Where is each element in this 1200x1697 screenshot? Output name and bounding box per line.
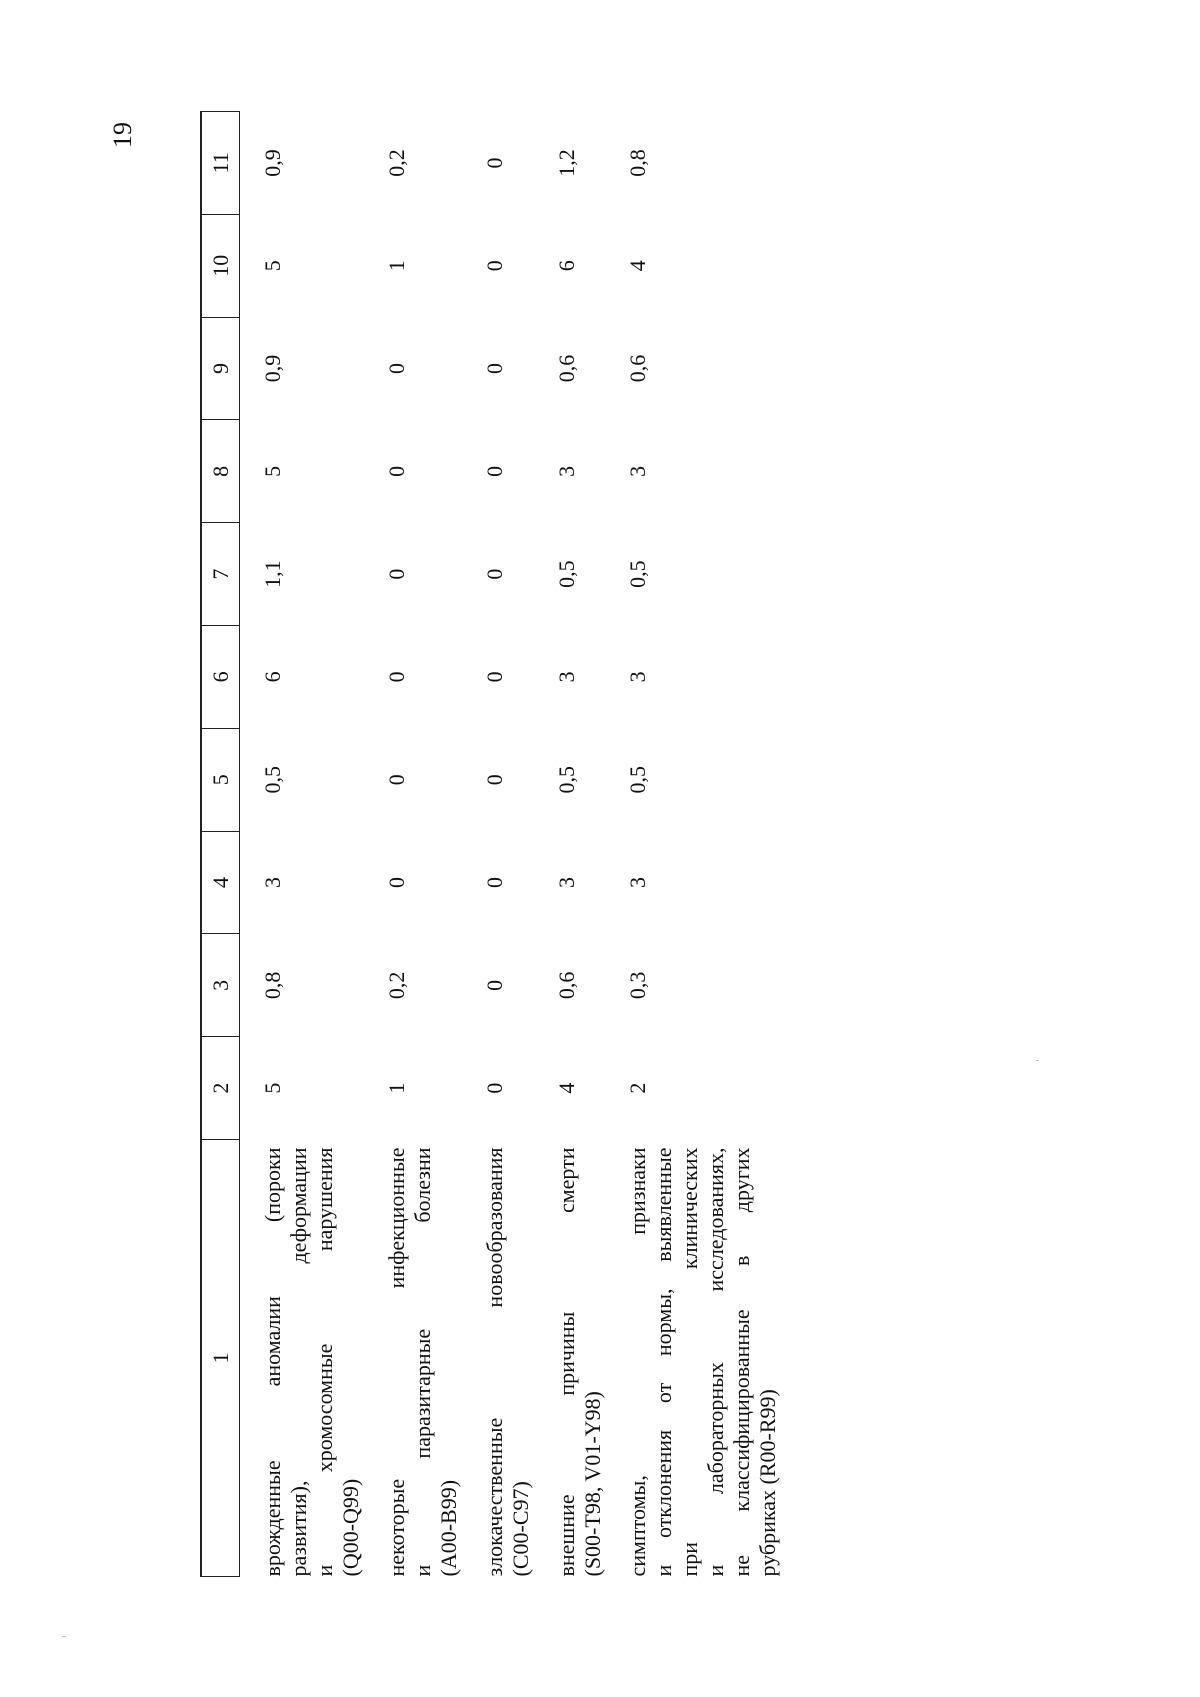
table-cell: 3	[625, 671, 651, 683]
row-label	[364, 1140, 462, 1577]
table-cell: 0	[481, 157, 507, 169]
table-cell: 3	[553, 671, 579, 683]
label-line: (C00-C97)	[507, 1481, 533, 1577]
table-row	[364, 112, 462, 1577]
label-line: (Q00-Q99)	[337, 1478, 363, 1577]
table-cell: 0,5	[553, 765, 579, 794]
column-header: 9	[201, 317, 240, 420]
table-cell: 0	[383, 877, 409, 889]
table-cell: 2	[625, 1082, 651, 1094]
label-line: некоторые инфекционные	[383, 1147, 409, 1577]
scan-speck	[62, 1636, 66, 1637]
table-cell: 6	[553, 260, 579, 272]
column-header: 8	[201, 420, 240, 523]
row-label	[240, 1140, 364, 1577]
table-cell: 0,3	[625, 971, 651, 1000]
label-line: (S00-T98, V01-Y98)	[579, 1391, 605, 1577]
table-cell: 0,8	[625, 149, 651, 177]
column-header: 3	[201, 934, 240, 1037]
label-line: рубриках (R00-R99)	[755, 1389, 781, 1577]
label-line: врожденные аномалии (пороки	[260, 1147, 285, 1577]
column-header: 1	[201, 1140, 240, 1577]
table-cell: 0	[481, 568, 507, 580]
table-cell: 0,2	[383, 971, 409, 1000]
table-cell: 1	[383, 260, 409, 272]
table-cell: 3	[625, 465, 651, 477]
label-line: внешние причины смерти	[553, 1147, 579, 1577]
label-line: злокачественные новообразования	[481, 1147, 507, 1577]
table-cell: 0	[481, 671, 507, 683]
table-cell: 5	[260, 260, 285, 272]
table-cell: 0	[481, 260, 507, 272]
rotated-table-container	[200, 112, 915, 1577]
table-cell: 0,9	[260, 354, 285, 383]
label-line: и паразитарные болезни	[409, 1147, 435, 1577]
statistics-table	[200, 111, 781, 1577]
column-header: 11	[201, 112, 240, 215]
table-cell: 0,6	[625, 354, 651, 383]
column-header: 10	[201, 214, 240, 317]
column-header: 2	[201, 1037, 240, 1140]
table-cell: 0	[481, 1082, 507, 1094]
table-cell: 3	[553, 465, 579, 477]
label-line: и хромосомные нарушения	[311, 1147, 337, 1577]
table-cell: 0	[481, 363, 507, 375]
table-cell: 4	[625, 260, 651, 272]
table-cell: 0,5	[625, 765, 651, 794]
table-cell: 0,5	[553, 560, 579, 588]
column-header: 7	[201, 523, 240, 626]
table-cell: 1,2	[553, 149, 579, 177]
table-cell: 4	[553, 1082, 579, 1094]
row-label	[605, 1140, 781, 1577]
label-line: не классифицированные в других	[729, 1147, 755, 1577]
table-cell: 3	[625, 877, 651, 889]
table-cell: 0	[481, 979, 507, 991]
table-row	[462, 112, 534, 1577]
column-header: 4	[201, 831, 240, 934]
table-cell: 0	[383, 568, 409, 580]
column-header: 5	[201, 728, 240, 831]
table-cell: 3	[553, 877, 579, 889]
label-line: и отклонения от нормы, выявленные	[651, 1147, 677, 1577]
table-cell: 0	[383, 465, 409, 477]
table-cell: 0,9	[260, 149, 285, 177]
table-cell: 0,8	[260, 971, 285, 1000]
table-cell: 3	[260, 877, 285, 889]
row-label	[462, 1140, 534, 1577]
table-row	[534, 112, 606, 1577]
table-cell: 0,5	[260, 765, 285, 794]
table-row	[240, 112, 364, 1577]
table-header-row	[201, 112, 240, 1577]
table-cell: 5	[260, 1082, 285, 1094]
table-cell: 0,6	[553, 354, 579, 383]
scan-speck	[1036, 1060, 1039, 1061]
table-cell: 5	[260, 465, 285, 477]
table-cell: 0	[481, 465, 507, 477]
row-label	[534, 1140, 606, 1577]
label-line: и лабораторных исследованиях,	[703, 1147, 729, 1577]
label-line: при клинических	[677, 1147, 703, 1577]
label-line: развития), деформации	[285, 1147, 311, 1577]
table-cell: 0	[383, 671, 409, 683]
table-row	[605, 112, 781, 1577]
table-cell: 0,2	[383, 149, 409, 177]
column-header: 6	[201, 626, 240, 729]
label-line: симптомы, признаки	[625, 1147, 651, 1577]
table-cell: 6	[260, 671, 285, 683]
table-cell: 0,6	[553, 971, 579, 1000]
page-number: 19	[108, 122, 137, 148]
table-cell: 0,5	[625, 560, 651, 588]
table-cell: 0	[383, 774, 409, 786]
table-cell: 0	[481, 774, 507, 786]
table-cell: 0	[481, 877, 507, 889]
table-cell: 1,1	[260, 560, 285, 588]
table-cell: 0	[383, 363, 409, 375]
table-cell: 1	[383, 1082, 409, 1094]
label-line: (A00-B99)	[435, 1479, 461, 1577]
